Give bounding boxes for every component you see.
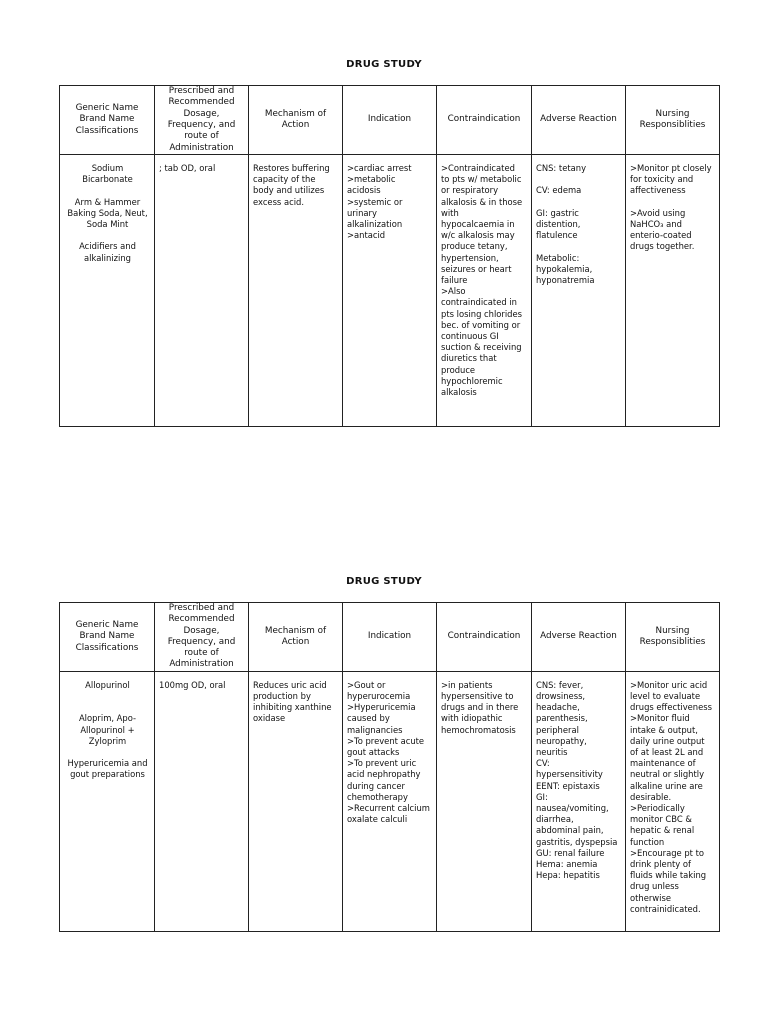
cell-generic-name bbox=[60, 155, 155, 427]
drug-study-table bbox=[59, 602, 720, 932]
header-indication bbox=[343, 603, 437, 672]
header-adverse-reaction bbox=[532, 603, 626, 672]
cell-contraindication bbox=[437, 155, 532, 427]
header-label: Contraindication bbox=[447, 114, 521, 125]
cell-contraindication bbox=[437, 671, 532, 931]
header-label: Prescribed and Recommended Dosage, Frequency, and route of Administration bbox=[167, 603, 236, 670]
header-adverse-reaction bbox=[532, 86, 626, 155]
cell-text: CNS: fever, drowsiness, headache, parenthesis, peripheral neuropathy, neuritis CV: hypersensitivity EENT: epistaxis GI: nausea/vomiting, diarrhea, abdominal pain, gastritis, dyspepsia GU: renal failure Hema: anemia Hepa: hepatitis bbox=[536, 679, 618, 881]
header-contraindication bbox=[437, 86, 532, 155]
header-label: Mechanism of Action bbox=[264, 108, 327, 130]
cell-mechanism bbox=[249, 155, 343, 427]
cell-text: CNS: tetany CV: edema GI: gastric distention, flatulence Metabolic: hypokalemia, hyponatremia bbox=[536, 163, 595, 286]
cell-adverse-reaction bbox=[532, 155, 626, 427]
header-nursing bbox=[626, 603, 720, 672]
cell-text: >Monitor pt closely for toxicity and affectiveness >Avoid using NaHCO₃ and enterio-coated drugs together. bbox=[630, 163, 712, 252]
page-title: DRUG STUDY bbox=[346, 576, 422, 587]
table-row bbox=[60, 671, 720, 931]
header-label: Indication bbox=[367, 631, 412, 642]
header-mechanism bbox=[249, 86, 343, 155]
cell-nursing bbox=[626, 155, 720, 427]
header-label: Mechanism of Action bbox=[264, 625, 327, 647]
header-indication bbox=[343, 86, 437, 155]
cell-mechanism bbox=[249, 671, 343, 931]
cell-text: ; tab OD, oral bbox=[159, 163, 216, 173]
header-nursing bbox=[626, 86, 720, 155]
header-label: Generic Name Brand Name Classifications bbox=[75, 619, 139, 653]
cell-nursing bbox=[626, 671, 720, 931]
cell-text: Allopurinol Aloprim, Apo- Allopurinol + Zyloprim Hyperuricemia and gout preparations bbox=[67, 679, 148, 780]
header-dosage bbox=[155, 86, 249, 155]
header-dosage bbox=[155, 603, 249, 672]
drug-study-table bbox=[59, 85, 720, 427]
cell-text: >in patients hypersensitive to drugs and in there with idiopathic hemochromatosis bbox=[441, 679, 519, 735]
header-label: Contraindication bbox=[447, 631, 521, 642]
cell-text: Sodium Bicarbonate Arm & Hammer Baking Soda, Neut, Soda Mint Acidifiers and alkalinizing bbox=[67, 163, 148, 263]
table-row bbox=[60, 155, 720, 427]
cell-dosage bbox=[155, 155, 249, 427]
header-mechanism bbox=[249, 603, 343, 672]
cell-indication bbox=[343, 155, 437, 427]
cell-text: >Gout or hyperurocemia >Hyperuricemia caused by malignancies >To prevent acute gout attacks >To prevent uric acid nephropathy during cancer chemotherapy >Recurrent calcium oxalate calculi bbox=[347, 679, 430, 825]
cell-generic-name bbox=[60, 671, 155, 931]
cell-text: 100mg OD, oral bbox=[159, 679, 226, 690]
header-generic-name bbox=[60, 86, 155, 155]
header-label: Indication bbox=[367, 114, 412, 125]
header-label: Adverse Reaction bbox=[540, 631, 617, 642]
header-label: Prescribed and Recommended Dosage, Frequency, and route of Administration bbox=[167, 86, 236, 153]
cell-text: Reduces uric acid production by inhibiting xanthine oxidase bbox=[253, 679, 332, 724]
cell-text: >cardiac arrest >metabolic acidosis >systemic or urinary alkalinization >antacid bbox=[347, 163, 412, 241]
header-contraindication bbox=[437, 603, 532, 672]
table-header-row bbox=[60, 86, 720, 155]
cell-adverse-reaction bbox=[532, 671, 626, 931]
header-label: Nursing Responsiblities bbox=[639, 108, 706, 130]
cell-text: Restores buffering capacity of the body and utilizes excess acid. bbox=[253, 163, 330, 207]
cell-text: >Monitor uric acid level to evaluate drugs effectiveness >Monitor fluid intake & output, daily urine output of at least 2L and maintenance of neutral or slightly alkaline urine are desirable. >Periodically monitor CBC & hepatic & renal function >Encourage pt to drink plenty of fluids while taking drug unless otherwise contrainidicated. bbox=[630, 679, 712, 914]
header-generic-name bbox=[60, 603, 155, 672]
header-label: Generic Name Brand Name Classifications bbox=[75, 103, 139, 136]
cell-text: >Contraindicated to pts w/ metabolic or respiratory alkalosis & in those with hypocalcaemia in w/c alkalosis may produce tetany, hypertension, seizures or heart failure >Also contraindicated in pts losing chlorides bec. of vomiting or continuous GI suction & receiving diuretics that produce hypochloremic alkalosis bbox=[441, 163, 523, 398]
page-title: DRUG STUDY bbox=[346, 59, 422, 70]
header-label: Nursing Responsiblities bbox=[639, 625, 706, 647]
table-header-row bbox=[60, 603, 720, 672]
header-label: Adverse Reaction bbox=[540, 114, 617, 125]
cell-dosage bbox=[155, 671, 249, 931]
cell-indication bbox=[343, 671, 437, 931]
